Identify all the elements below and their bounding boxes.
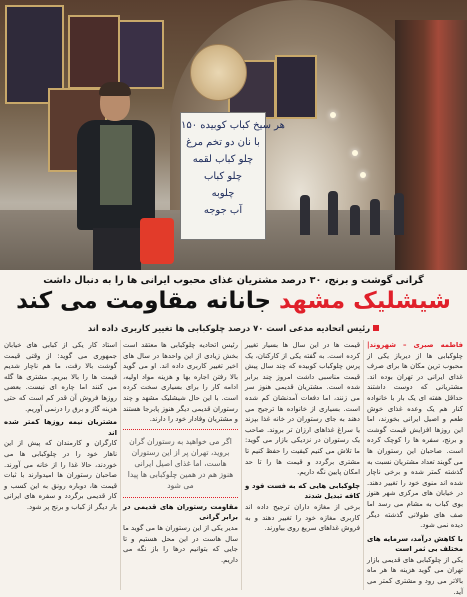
column-divider (241, 340, 242, 590)
sign-line: چلو کباب (203, 171, 243, 182)
headline-black-part: جانانه مقاومت می کند (16, 288, 272, 314)
sign-line: چلوبه (211, 188, 235, 199)
sign-line: ۱۵۰ هر سیخ کباب کوبیده (181, 120, 285, 131)
column-text: یکی از چلوکبابی های قدیمی بازار تهران می گوید هزینه ها هر ماه بالاتر می رود و مشتری کمتر می آید. (367, 555, 463, 596)
hanging-rug (68, 15, 120, 89)
ceiling-lamp (360, 172, 366, 178)
column-text: استاد کار یکی از کبابی های خیابان جمهوری می گوید: از وقتی قیمت گوشت بالا رفت، ما هم ناچار شدیم قیمت ها را بالا ببریم. مشتری ها گله می کنند اما چاره ای نیست. بعضی روزها فروش آن قدر کم است که حتی هزینه گاز و برق را درنمی آوریم. (4, 341, 117, 413)
column-subtitle: چلوکبابی هایی که به فست فود و کافه تبدیل شدند (245, 481, 360, 501)
pull-quote-text: اگر می خواهید به رستوران گران بروید، تهران پر از این رستوران هاست، اما غذای اصیل ایرانی هنوز هم در همین چلوکبابی ها پیدا می شود (127, 436, 234, 490)
column-text: مدیر یکی از این رستوران ها می گوید ما سال هاست در این محل هستیم و تا جایی که بتوانیم درها را باز نگه می داریم. (123, 523, 238, 564)
column-divider (363, 340, 364, 590)
hanging-rug (118, 20, 164, 89)
shoppers (290, 185, 410, 235)
article-headline (0, 288, 467, 314)
article-column-3 (123, 340, 238, 590)
bullet-icon (373, 325, 379, 331)
bazaar-photo (0, 0, 467, 270)
sign-line: چلو کباب لقمه (192, 154, 254, 165)
column-text: چلوکبابی ها از دیرباز یکی از محبوب ترین مکان ها برای صرف غذای ایرانی در تهران بوده اند. مشتریانی که دوست داشتند حداقل هفته ای یک بار با خانواده کنار هم یک وعده غذای خوش طعم و اصیل ایرانی بخورند، اما این روزها افزایش قیمت گوشت و برنج، سفره ها را کوچک کرده است. صاحبان این رستوران ها می گویند تعداد مشتریان نسبت به گذشته کمتر شده و برخی ناچار شده اند منوی خود را تغییر دهند. در خیابان های مرکزی شهر هنوز بوی کباب به مشام می رسد اما صف های طولانی گذشته دیگر دیده نمی شود. (366, 351, 463, 530)
lede-text: رئیس اتحادیه مدعی است ۷۰ درصد چلوکبابی ها تغییر کاربری داده اند (87, 323, 371, 333)
column-subtitle: مقاومت رستوران های قدیمی در برابر گرانی (123, 502, 238, 522)
byline: فاطمه صبری – شهروند| (367, 341, 463, 349)
flatbread (190, 44, 247, 101)
article-lede (0, 323, 467, 333)
menu-sign (180, 112, 285, 240)
article-column-1 (366, 340, 463, 596)
column-divider (120, 340, 121, 590)
column-text: کارگران و کارمندان که پیش از این ناهار خود را در چلوکبابی ها می خوردند، حالا غذا را از خانه می آورند. صاحبان رستوران ها امیدوارند با ثبات قیمت ها، دوباره رونق به این کسب و کار قدیمی برگردد و سفره های ایرانی بار دیگر از کباب و برنج پر شود. (4, 439, 117, 511)
article-subheading: گرانی گوشت و برنج، ۳۰ درصد مشتریان غذای محبوب ایرانی ها را به دنبال داشت (43, 275, 424, 286)
headline-red-part: شیشلیک مشهد (279, 288, 451, 314)
article-column-4 (4, 340, 117, 590)
red-shopping-bag (140, 218, 174, 264)
sign-line: آب جوجه (203, 205, 243, 216)
column-text: قیمت ها در این سال ها بسیار تغییر کرده است. به گفته یکی از کارکنان، یک پرس چلوکباب کوبیده که چند سال پیش قیمت مناسبی داشت امروز چند برابر شده است. مشتریان قدیمی هنوز سر می زنند، اما دفعات آمدنشان کم شده است. بسیاری از خانواده ها ترجیح می دهند به جای رستوران در خانه غذا بپزند یا سراغ غذاهای ارزان تر بروند. صاحب یک رستوران در نزدیکی بازار می گوید: ما تلاش می کنیم کیفیت را حفظ کنیم تا مشتری برگردد و قیمت ها را تا حد امکان پایین نگه داریم. (245, 341, 360, 477)
pull-quote (123, 429, 238, 498)
sign-line: با نان دو تخم مرغ (186, 137, 260, 148)
column-text: برخی از مغازه داران ترجیح داده اند کاربری مغازه خود را تغییر دهند و به فروش غذاهای سریع روی بیاورند. (245, 502, 360, 533)
column-text: رئیس اتحادیه چلوکبابی ها معتقد است بخش زیادی از این واحدها در سال های اخیر تغییر کاربری داده اند. او می گوید بالا رفتن اجاره بها و هزینه مواد اولیه، ادامه کار را برای بسیاری سخت کرده است. با این حال شیشلیک مشهد و چند رستوران قدیمی دیگر هنوز پابرجا هستند و مشتریان وفادار خود را دارند. (123, 341, 238, 424)
ceiling-lamp (330, 112, 336, 118)
article-column-2 (245, 340, 360, 590)
ceiling-lamp (352, 150, 358, 156)
column-subtitle: با کاهش درآمد، سرمایه های مختلف بی ثمر است (367, 534, 463, 554)
hanging-rug (275, 55, 317, 119)
column-subtitle: مشتریان نیمه روزها کمتر شده اند (4, 418, 117, 437)
